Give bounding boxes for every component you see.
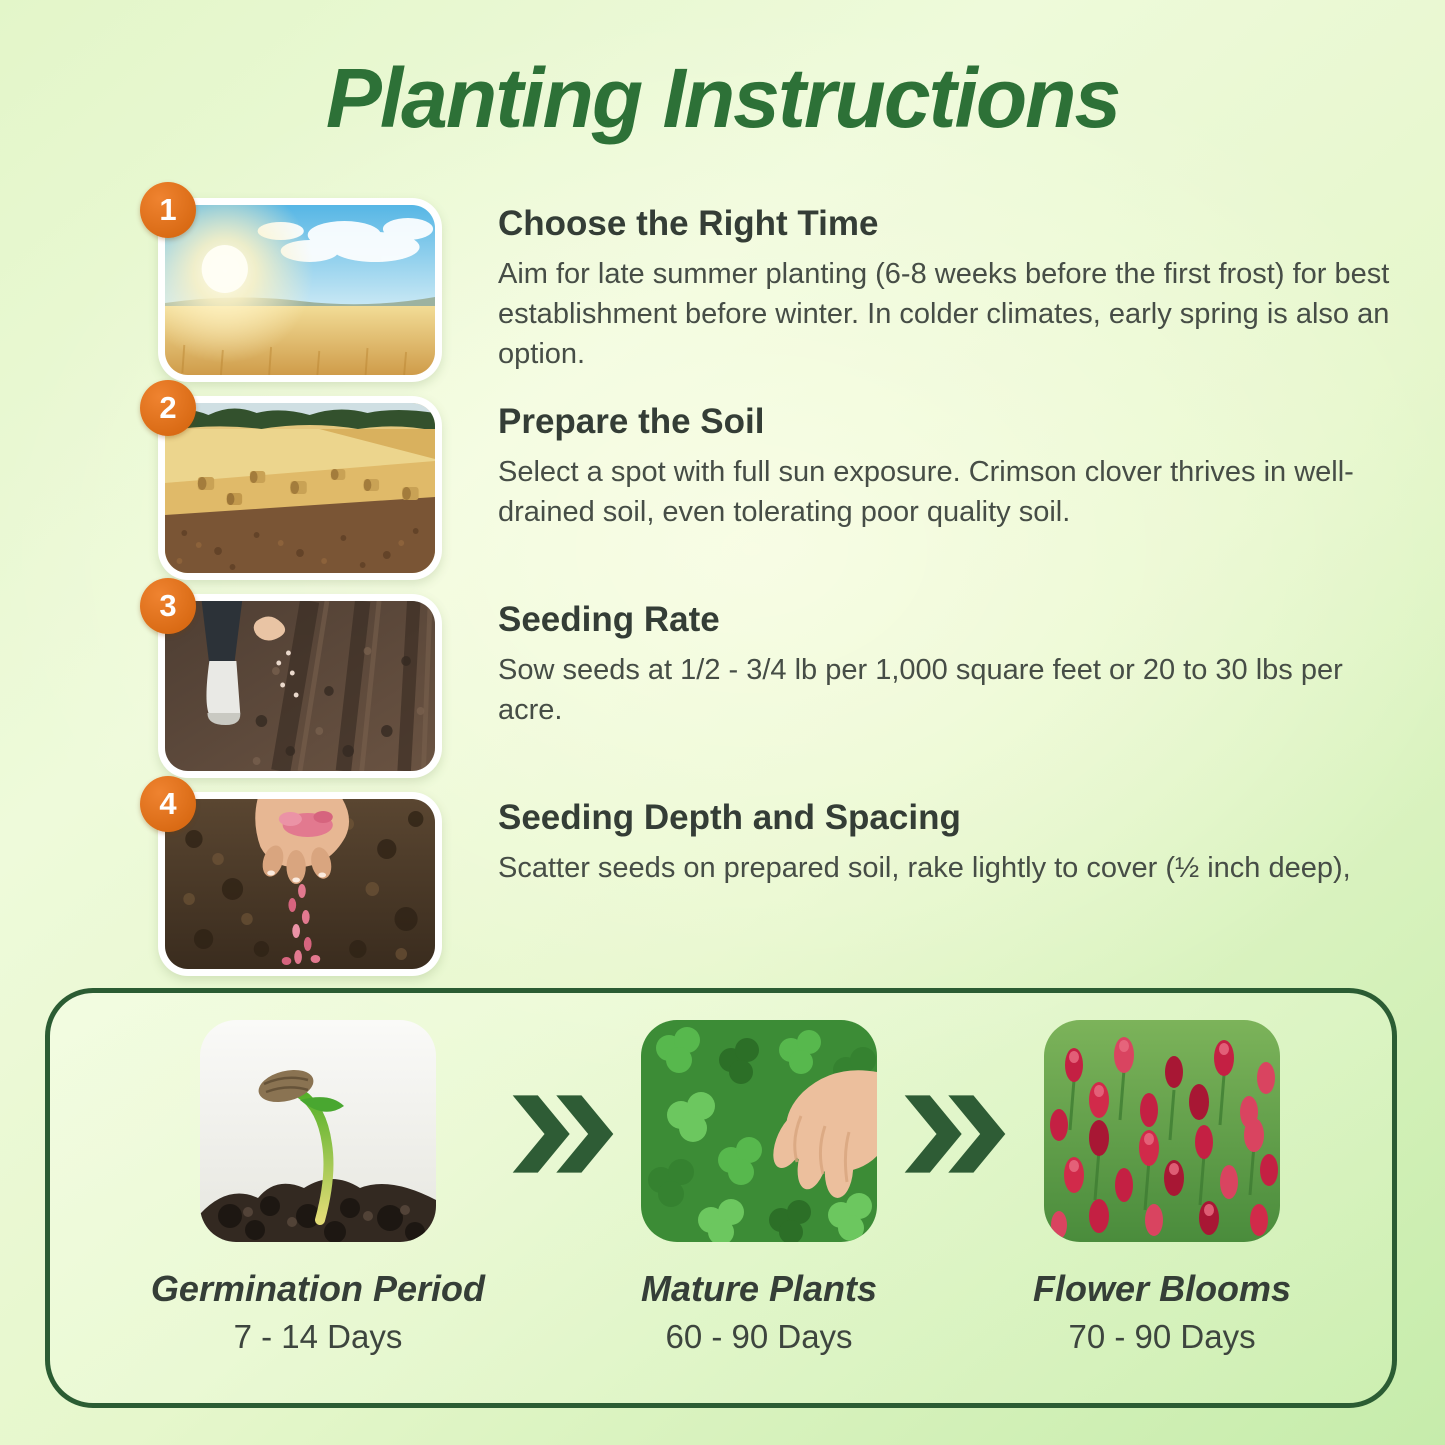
hay-bales-field-photo — [158, 390, 442, 580]
step-body: Sow seeds at 1/2 - 3/4 lb per 1,000 square feet or 20 to 30 lbs per acre. — [498, 654, 1343, 727]
double-chevron-right-icon — [511, 1094, 615, 1174]
step-number-badge: 1 — [140, 182, 196, 238]
growth-timeline-panel — [45, 988, 1397, 1408]
clover-illustration — [641, 1020, 877, 1242]
step-number-badge: 4 — [140, 776, 196, 832]
stage-label: Germination Period — [150, 1268, 485, 1309]
step-text-seeding-depth — [498, 792, 1403, 888]
step-heading: Prepare the Soil — [498, 402, 765, 441]
stage-duration: 60 - 90 Days — [665, 1318, 853, 1355]
step-body: Scatter seeds on prepared soil, rake lightly to cover (½ inch deep), — [498, 852, 1351, 884]
sowing-illustration — [165, 601, 435, 771]
stage-duration: 7 - 14 Days — [233, 1318, 403, 1355]
page-title: Planting Instructions — [325, 51, 1120, 145]
step-row-prepare-soil — [158, 390, 1403, 580]
hay-field-illustration — [165, 403, 435, 573]
planting-steps-list — [158, 192, 1403, 976]
step-text-prepare-soil — [498, 396, 1403, 532]
clover-leaves-hand-photo — [641, 1020, 877, 1242]
step-number-badge: 2 — [140, 380, 196, 436]
crimson-blooms-illustration — [1044, 1020, 1280, 1242]
stage-label: Flower Blooms — [1033, 1268, 1292, 1309]
stage-mature-plants — [641, 1020, 877, 1356]
step-heading: Choose the Right Time — [498, 204, 879, 243]
step-body: Aim for late summer planting (6-8 weeks before the first frost) for best establishment before winter. In colder climates, early spring is also an option. — [498, 258, 1390, 371]
sowing-seeds-in-soil-photo — [158, 588, 442, 778]
step-body: Select a spot with full sun exposure. Crimson clover thrives in well-drained soil, even tolerating poor quality soil. — [498, 456, 1354, 529]
crimson-clover-blooms-photo — [1044, 1020, 1280, 1242]
step-row-seeding-depth — [158, 786, 1403, 976]
step-text-seeding-rate — [498, 594, 1403, 730]
hand-seeds-illustration — [165, 799, 435, 969]
sunny-wheat-field-photo — [158, 192, 442, 382]
hand-pouring-seeds-photo — [158, 786, 442, 976]
double-chevron-right-icon — [903, 1094, 1007, 1174]
seedling-illustration — [200, 1020, 436, 1242]
seedling-sprout-photo — [200, 1020, 436, 1242]
stage-duration: 70 - 90 Days — [1068, 1318, 1256, 1355]
step-text-choose-time — [498, 198, 1403, 374]
step-number-badge: 3 — [140, 578, 196, 634]
stage-label: Mature Plants — [640, 1268, 878, 1309]
sunny-field-illustration — [165, 205, 435, 375]
step-row-choose-time — [158, 192, 1403, 382]
step-row-seeding-rate — [158, 588, 1403, 778]
step-heading: Seeding Rate — [498, 600, 720, 639]
stage-germination — [151, 1020, 485, 1356]
stage-flower-blooms — [1033, 1020, 1291, 1356]
step-heading: Seeding Depth and Spacing — [498, 798, 961, 837]
